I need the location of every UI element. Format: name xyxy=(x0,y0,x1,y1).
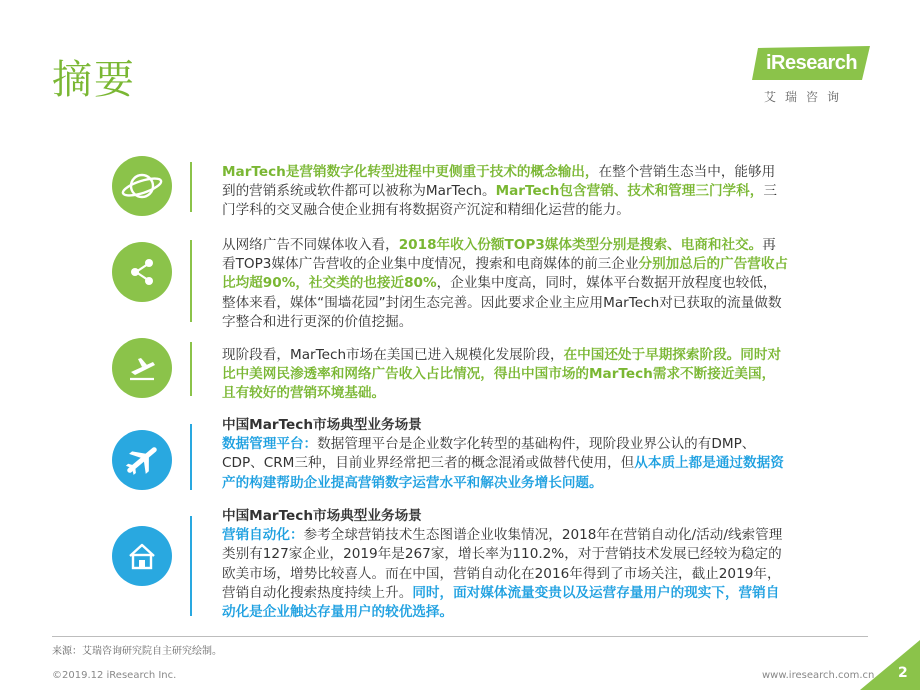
section-1-text xyxy=(222,163,788,221)
section-text-part: 在整个营销生态当中，能够用到的营销系统或软件都可以被称为MarTech。 xyxy=(222,164,776,200)
takeoff-icon xyxy=(112,338,172,398)
iresearch-logo xyxy=(752,46,874,106)
section-heading: 中国MarTech市场典型业务场景 xyxy=(222,508,422,524)
planet-icon xyxy=(112,156,172,216)
section-text-part: 现阶段看，MarTech市场在美国已进入规模化发展阶段， xyxy=(222,347,564,363)
source-note: 来源：艾瑞咨询研究院自主研究绘制。 xyxy=(52,646,222,657)
website-link[interactable]: www.iresearch.com.cn xyxy=(762,670,875,681)
section-text-part: 分别加总后的广告营收占比均超90%，社交类的也接近80% xyxy=(222,256,789,292)
section-4-text xyxy=(222,416,788,493)
section-5-divider xyxy=(190,516,192,616)
section-text-part: 从本质上都是通过数据资产的构建帮助企业提高营销数字运营水平和解决业务增长问题。 xyxy=(222,455,784,491)
page-title: 摘要 xyxy=(52,57,136,103)
logo-subtitle: 艾瑞咨询 xyxy=(764,90,849,104)
section-text-part: 从网络广告不同媒体收入看， xyxy=(222,237,399,253)
section-2-icon-circle xyxy=(112,242,172,302)
home-icon xyxy=(112,526,172,586)
section-text-part: 营销自动化： xyxy=(222,527,304,544)
section-5-icon-circle xyxy=(112,526,172,586)
section-1-divider xyxy=(190,162,192,212)
page-corner-decoration xyxy=(860,630,920,690)
section-text-part: 数据管理平台： xyxy=(222,436,318,453)
section-3-divider xyxy=(190,342,192,396)
section-text-part: 参考全球营销技术生态图谱企业收集情况，2018年在营销自动化/活动/线索管理类别有127家企业，2019年是267家，增长率为110.2%，对于营销技术发展已经较为稳定的欧美市场，增势比较喜人。而在中国，营销自动化在2016年得到了市场关注，截止2019年，营销自动化搜索热度持续上升。 xyxy=(222,527,783,601)
section-text-part: MarTech是营销数字化转型进程中更侧重于技术的概念输出， xyxy=(222,164,599,180)
section-5-text xyxy=(222,507,788,622)
copyright: ©2019.12 iResearch Inc. xyxy=(52,670,177,681)
section-2-divider xyxy=(190,240,192,322)
section-text-part: 在中国还处于早期探索阶段。同时对比中美网民渗透率和网络广告收入占比情况，得出中国市场的MarTech需求不断接近美国，且有较好的营销环境基础。 xyxy=(222,347,782,402)
section-3-icon-circle xyxy=(112,338,172,398)
section-text-part: ，企业集中度高，同时，媒体平台数据开放程度也较低，整体来看，媒体“围墙花园”封闭生态完善。因此要求企业主应用MarTech对已获取的流量做数字整合和进行更深的价值挖掘。 xyxy=(222,275,782,330)
section-4-divider xyxy=(190,424,192,490)
section-2-text xyxy=(222,236,788,332)
section-text-part: 数据管理平台是企业数字化转型的基础构件，现阶段业界公认的有DMP、CDP、CRM三种，目前业界经常把三者的概念混淆或做替代使用，但 xyxy=(222,436,756,472)
section-text-part: 2018年收入份额TOP3媒体类型分别是搜索、电商和社交。 xyxy=(398,237,763,253)
section-text-part: 三门学科的交叉融合使企业拥有将数据资产沉淀和精细化运营的能力。 xyxy=(222,183,777,219)
section-4-icon-circle xyxy=(112,430,172,490)
share-icon xyxy=(112,242,172,302)
section-3-text xyxy=(222,346,788,404)
section-1-icon-circle xyxy=(112,156,172,216)
section-text-part: 同时，面对媒体流量变贵以及运营存量用户的现实下，营销自动化是企业触达存量用户的较优选择。 xyxy=(222,584,780,621)
page-number: 2 xyxy=(898,665,908,681)
section-heading: 中国MarTech市场典型业务场景 xyxy=(222,417,422,433)
airplane-icon xyxy=(112,430,172,490)
logo-brand: iResearch xyxy=(766,52,858,74)
footer-divider xyxy=(52,636,868,637)
section-text-part: 再看TOP3媒体广告营收的企业集中度情况，搜索和电商媒体的前三企业 xyxy=(222,237,776,273)
section-text-part: MarTech包含营销、技术和管理三门学科， xyxy=(495,183,764,200)
